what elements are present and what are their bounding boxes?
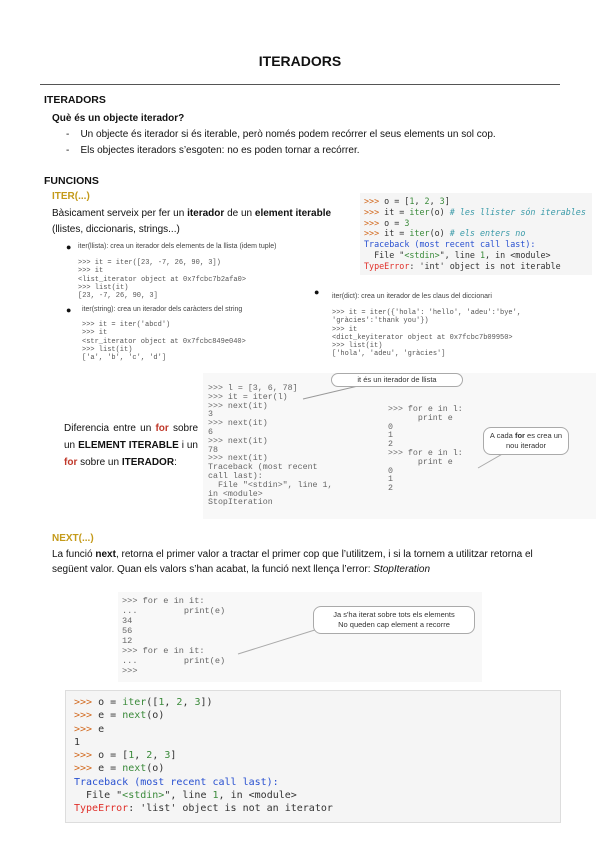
code-token: 3 <box>194 697 201 708</box>
code-token: next <box>122 763 147 775</box>
code-token: Traceback (most recent call last): <box>364 239 536 250</box>
code-token: : 'int' object is not iterable <box>409 260 561 271</box>
code-token: # els enters no <box>449 228 526 239</box>
code-token: >>> <box>364 196 385 206</box>
code-token: <stdin> <box>404 249 440 260</box>
iter-description <box>52 206 362 238</box>
code-token: e <box>98 723 105 735</box>
code-token: iter <box>409 206 430 217</box>
code-token: # les llister són iterables <box>449 206 586 217</box>
code-token: >>> <box>74 723 99 735</box>
code-token: o = [ <box>384 196 410 206</box>
code-token: it = <box>384 206 410 217</box>
code-line <box>364 196 588 207</box>
code-line <box>364 250 588 261</box>
code-line <box>364 261 588 272</box>
code-token: TypeError <box>364 260 410 271</box>
iter-list-label: iter(llista): crea un iterador dels elements de la llista (idem tuple) <box>78 243 277 250</box>
text-italic: StopIteration <box>373 564 431 575</box>
code-token: (o) <box>146 763 165 775</box>
code-line <box>74 762 552 775</box>
code-token: , <box>134 750 147 762</box>
text: , retorna el primer valor a tractar el primer cop que l’utilitzem, i si la tornem a utilitzar retorna el següent valor. Quan els valors s’han acabat, la funció next llença l’error: <box>52 549 533 575</box>
code-token: o = <box>98 697 123 708</box>
next-description <box>52 547 562 577</box>
code-token: iter <box>409 228 430 239</box>
code-token: (o) <box>429 228 450 239</box>
code-token: (o) <box>146 710 165 722</box>
code-token: , <box>414 196 425 206</box>
code-token: , <box>164 697 177 708</box>
code-token: 3 <box>439 196 445 206</box>
code-line <box>74 749 552 762</box>
code-line <box>74 709 552 722</box>
callout-exhausted: Ja s'ha iterat sobre tots els elements No queden cap element a recorre <box>313 606 475 634</box>
code-token: 3 <box>404 217 410 228</box>
code-line <box>74 736 552 749</box>
code-token: next <box>122 710 147 722</box>
bullet-dot: ● <box>66 242 72 252</box>
code-token: 2 <box>146 750 153 762</box>
iter-dict-label: iter(dict): crea un iterador de les claus del diccionari <box>332 293 492 300</box>
text: A cada <box>489 431 515 440</box>
bullet-2-text: Els objectes iteradors s’esgoten: no es poden tornar a recórrer. <box>80 145 360 156</box>
iter-list-code: >>> it = iter([23, -7, 26, 90, 3]) >>> it <list_iterator object at 0x7fcbc7b2afa0> >>> list(it) [23, -7, 26, 90, 3] <box>78 259 247 301</box>
text-bold: iterador <box>187 208 225 219</box>
text-bold: for <box>514 431 525 440</box>
code-token: : 'list' object is not an iterator <box>128 803 333 815</box>
code-token: TypeError <box>74 803 129 815</box>
text-bold: ELEMENT ITERABLE <box>78 440 179 451</box>
code-token: File " <box>364 249 405 260</box>
code-token: ]) <box>200 697 213 708</box>
code-line <box>74 789 552 802</box>
text-for: for <box>64 457 78 468</box>
bullet-dot: ● <box>314 287 320 297</box>
page-title: ITERADORS <box>258 53 342 69</box>
code-token: (o) <box>429 206 450 217</box>
code-token: <stdin> <box>122 790 165 802</box>
code-token: Traceback (most recent call last): <box>74 776 279 788</box>
code-token: , in <module> <box>218 790 297 802</box>
text: Diferencia entre un <box>64 423 156 434</box>
code-token: 1 <box>479 249 486 260</box>
text-bold: next <box>95 549 116 560</box>
bullet-dot: ● <box>66 305 72 315</box>
text: sobre un <box>77 457 122 468</box>
code-token: it = <box>384 228 410 239</box>
bullet-1-text: Un objecte és iterador si és iterable, però només podem recórrer el seus elements un sol cop. <box>80 129 496 140</box>
code-token: o = <box>384 217 405 228</box>
code-line <box>74 696 552 709</box>
next-code-box <box>65 690 561 823</box>
code-token: iter <box>122 697 147 708</box>
iter-dict-code: >>> it = iter({'hola': 'hello', 'adeu':'bye', 'gràcies':'thank you'}) >>> it <dict_keyiterator object at 0x7fcbc7b09950> >>> list(it) ['hola', 'adeu', 'gràcies'] <box>332 309 522 359</box>
text: de un <box>224 208 255 219</box>
next-heading: NEXT(...) <box>52 533 94 544</box>
bullet-1: - Un objecte és iterador si és iterable, però només podem recórrer el seus elements un sol cop. <box>66 129 496 140</box>
code-token: >>> <box>74 697 99 708</box>
text-bold: element iterable <box>254 208 332 219</box>
code-token: 1 <box>409 196 415 206</box>
code-line <box>364 207 588 218</box>
text-bold: ITERADOR <box>121 457 175 468</box>
for-difference-text: Diferencia entre un for sobre un ELEMENT ITERABLE i un for sobre un ITERADOR: <box>64 423 198 468</box>
code-token: , <box>429 196 440 206</box>
text-for: for <box>155 423 169 434</box>
code-token: , in <module> <box>485 249 551 260</box>
text: (llistes, diccionaris, strings...) <box>52 224 180 235</box>
code-token: 1 <box>158 697 165 708</box>
code-token: o = [ <box>98 750 129 762</box>
iter-string-code: >>> it = iter('abcd') >>> it <str_iterator object at 0x7fcbc849e040> >>> list(it) ['a', 'b', 'c', 'd'] <box>82 321 246 363</box>
code-token: >>> <box>364 228 385 239</box>
code-token: ", line <box>164 790 213 802</box>
code-token: >>> <box>364 217 385 228</box>
code-token: >>> <box>364 206 385 217</box>
code-token: ] <box>444 196 450 206</box>
code-token: 1 <box>128 750 135 762</box>
section-heading-iteradors: ITERADORS <box>44 94 106 106</box>
text: Bàsicament serveix per fer un <box>52 208 188 219</box>
code-line <box>364 239 588 250</box>
code-token: 2 <box>176 697 183 708</box>
code-token: e = <box>98 710 123 722</box>
code-token: , <box>182 697 195 708</box>
code-token: e = <box>98 763 123 775</box>
text: La funció <box>52 549 96 560</box>
callout-list-iterator: it és un iterador de llista <box>331 373 463 387</box>
figure-left-code: >>> l = [3, 6, 78] >>> it = iter(l) >>> next(it) 3 >>> next(it) 6 >>> next(it) 78 >>> next(it) Traceback (most recent call last): File "<stdin>", line 1, in <module> StopIteration <box>208 384 333 508</box>
figure-code: >>> for e in it: ... print(e) 34 56 12 >>> for e in it: ... print(e) >>> <box>122 596 226 676</box>
iter-next-figure <box>203 373 596 519</box>
code-token: ([ <box>146 697 159 708</box>
code-token: >>> <box>74 763 99 775</box>
text: sobre un <box>64 423 198 451</box>
code-token: 1 <box>74 736 81 748</box>
code-token: >>> <box>74 750 99 762</box>
code-token: , <box>152 750 165 762</box>
figure-right-code: >>> for e in l: print e 0 1 2 >>> for e in l: print e 0 1 2 <box>388 405 463 494</box>
code-token: 1 <box>212 790 219 802</box>
code-line <box>74 776 552 789</box>
code-token: 3 <box>164 750 171 762</box>
exhausted-iterator-figure <box>118 592 482 682</box>
code-line <box>364 228 588 239</box>
code-line <box>74 723 552 736</box>
code-line <box>74 802 552 815</box>
code-line <box>364 218 588 229</box>
section-heading-funcions: FUNCIONS <box>44 175 99 187</box>
text: i un <box>178 440 198 451</box>
iter-string-label: iter(string): crea un iterador dels caràcters del string <box>82 306 243 313</box>
bullet-2: - Els objectes iteradors s’esgoten: no es poden tornar a recórrer. <box>66 145 360 156</box>
code-token: ] <box>170 750 177 762</box>
text: es crea un nou iterador <box>505 431 563 450</box>
code-token: ", line <box>439 249 480 260</box>
question-heading: Què és un objecte iterador? <box>52 113 185 124</box>
title-divider <box>40 84 560 85</box>
iter-code-box <box>360 193 592 275</box>
callout-new-iterator <box>483 427 569 455</box>
code-token: File " <box>74 790 123 802</box>
iter-heading: ITER(...) <box>52 191 90 202</box>
code-token: 2 <box>424 196 430 206</box>
code-token: >>> <box>74 710 99 722</box>
